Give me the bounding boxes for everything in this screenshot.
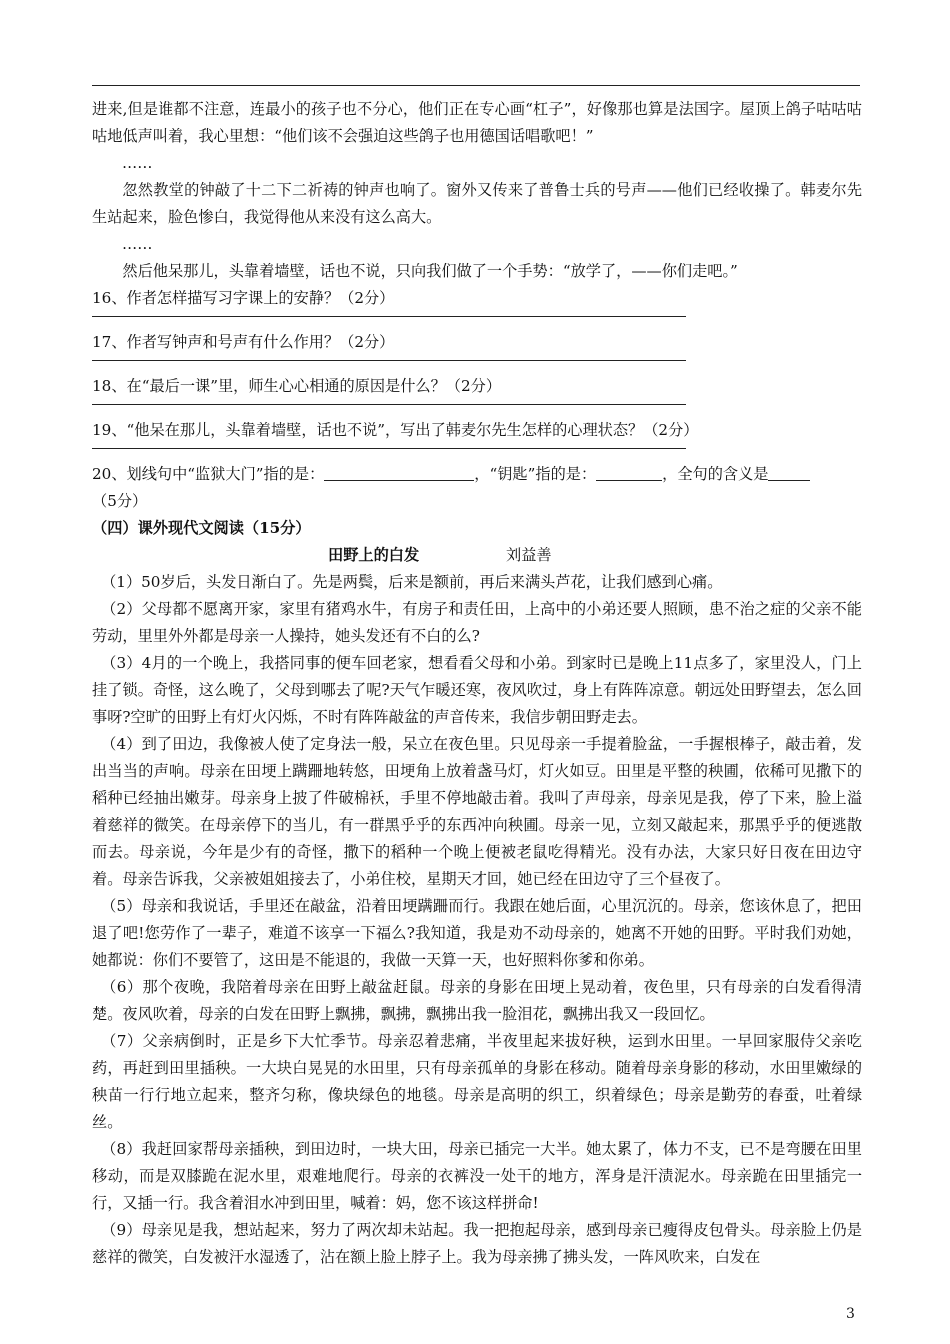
blank-prison-gate[interactable] [324, 464, 474, 481]
article-title-row [92, 542, 862, 569]
passage-paragraph: 忽然教堂的钟敲了十二下二祈祷的钟声也响了。窗外又传来了普鲁士兵的号声——他们已经收操了。韩麦尔先生站起来，脸色惨白，我觉得他从来没有这么高大。 [92, 181, 862, 226]
article-title: 田野上的白发 [328, 546, 420, 564]
question-20-part-a: 20、划线句中“监狱大门”指的是： [92, 465, 325, 483]
question-20 [92, 461, 862, 488]
question-16: 16、作者怎样描写习字课上的安静？（2分） [92, 289, 395, 307]
answer-line-18[interactable] [92, 404, 686, 405]
article-paragraph-7: （7）父亲病倒时，正是乡下大忙季节。母亲忍着悲痛，半夜里起来拔好秧，运到水田里。一早回家服侍父亲吃药，再赶到田里插秧。一大块白晃晃的水田里，只有母亲孤单的身影在移动。随着母亲身影的移动，水田里嫩绿的秧苗一行行地立起来，整齐匀称，像块绿色的地毯。母亲是高明的织工，织着绿色；母亲是勤劳的春蚕，吐着绿丝。 [92, 1032, 862, 1131]
blank-key[interactable] [596, 464, 662, 481]
article-author: 刘益善 [506, 546, 552, 564]
article-paragraph-2: （2）父母都不愿离开家，家里有猪鸡水牛，有房子和责任田，上高中的小弟还要人照顾，患不治之症的父亲不能劳动，里里外外都是母亲一人操持，她头发还有不白的么? [92, 600, 862, 645]
article-paragraph-1: （1）50岁后，头发日渐白了。先是两鬓，后来是额前，再后来满头芦花，让我们感到心痛。 [101, 573, 723, 591]
answer-line-17[interactable] [92, 360, 686, 361]
article-paragraph-6: （6）那个夜晚，我陪着母亲在田野上敲盆赶鼠。母亲的身影在田埂上晃动着，夜色里，只有母亲的白发看得清楚。夜风吹着，母亲的白发在田野上飘拂，飘拂，飘拂出我一脸泪花，飘拂出我又一段回忆。 [92, 978, 862, 1023]
question-17: 17、作者写钟声和号声有什么作用？（2分） [92, 333, 395, 351]
header-rule [92, 85, 860, 86]
ellipsis: …… [122, 235, 153, 253]
article-paragraph-3: （3）4月的一个晚上，我搭同事的便车回老家，想看看父母和小弟。到家时已是晚上11点多了，家里没人，门上挂了锁。奇怪，这么晚了，父母到哪去了呢?天气乍暖还寒，夜风吹过，身上有阵阵凉意。朝远处田野望去，怎么回事呀?空旷的田野上有灯火闪烁，不时有阵阵敲盆的声音传来，我信步朝田野走去。 [92, 654, 862, 726]
page-number: 3 [846, 1306, 855, 1322]
passage-paragraph: 进来,但是谁都不注意，连最小的孩子也不分心，他们正在专心画“杠子”，好像那也算是法国字。屋顶上鸽子咕咕咕咕地低声叫着，我心里想：“他们该不会强迫这些鸽子也用德国话唱歌吧！” [92, 100, 862, 145]
answer-line-16[interactable] [92, 316, 686, 317]
passage-paragraph: 然后他呆那儿，头靠着墙壁，话也不说，只向我们做了一个手势：“放学了，——你们走吧。” [122, 262, 738, 280]
section-heading: （四）课外现代文阅读（15分） [92, 519, 311, 537]
article-paragraph-8: （8）我赶回家帮母亲插秧，到田边时，一块大田，母亲已插完一大半。她太累了，体力不支，已不是弯腰在田里移动，而是双膝跪在泥水里，艰难地爬行。母亲的衣裤没一处干的地方，浑身是汗渍泥水。母亲跪在田里插完一行，又插一行。我含着泪水冲到田里，喊着：妈，您不该这样拼命! [92, 1140, 862, 1212]
question-19: 19、“他呆在那儿，头靠着墙壁，话也不说”，写出了韩麦尔先生怎样的心理状态？（2分） [92, 421, 699, 439]
question-18: 18、在“最后一课”里，师生心心相通的原因是什么？（2分） [92, 377, 502, 395]
article-paragraph-4: （4）到了田边，我像被人使了定身法一般，呆立在夜色里。只见母亲一手提着脸盆，一手握根棒子，敲击着，发出当当的声响。母亲在田埂上蹒跚地转悠，田埂角上放着盏马灯，灯火如豆。田里是平整的秧圃，依稀可见撒下的稻种已经抽出嫩芽。母亲身上披了件破棉袄，手里不停地敲击着。我叫了声母亲，母亲见是我，停了下来，脸上溢着慈祥的微笑。在母亲停下的当儿，有一群黑乎乎的东西冲向秧圃。母亲一见，立刻又敲起来，那黑乎乎的便逃散而去。母亲说，今年是少有的奇怪，撒下的稻种一个晚上便被老鼠吃得精光。没有办法，大家只好日夜在田边守着。母亲告诉我，父亲被姐姐接去了，小弟住校，星期天才回，她已经在田边守了三个昼夜了。 [92, 735, 862, 888]
answer-line-19[interactable] [92, 448, 686, 449]
article-paragraph-5: （5）母亲和我说话，手里还在敲盆，沿着田埂蹒跚而行。我跟在她后面，心里沉沉的。母亲，您该休息了，把田退了吧!您劳作了一辈子，难道不该享一下福么?我知道，我是劝不动母亲的，她离不开她的田野。平时我们劝她，她都说：你们不要管了，这田是不能退的，我做一天算一天，也好照料你爹和你弟。 [92, 897, 862, 969]
question-20-part-c: ，全句的含义是 [662, 465, 769, 483]
ellipsis: …… [122, 154, 153, 172]
question-20-part-b: ，“钥匙”指的是： [474, 465, 597, 483]
page-content [92, 96, 862, 1271]
article-paragraph-9: （9）母亲见是我，想站起来，努力了两次却未站起。我一把抱起母亲，感到母亲已瘦得皮包骨头。母亲脸上仍是慈祥的微笑，白发被汗水湿透了，沾在额上脸上脖子上。我为母亲拂了拂头发，一阵风吹来，白发在 [92, 1221, 862, 1266]
blank-meaning[interactable] [768, 464, 810, 481]
question-20-score: （5分） [92, 492, 148, 510]
